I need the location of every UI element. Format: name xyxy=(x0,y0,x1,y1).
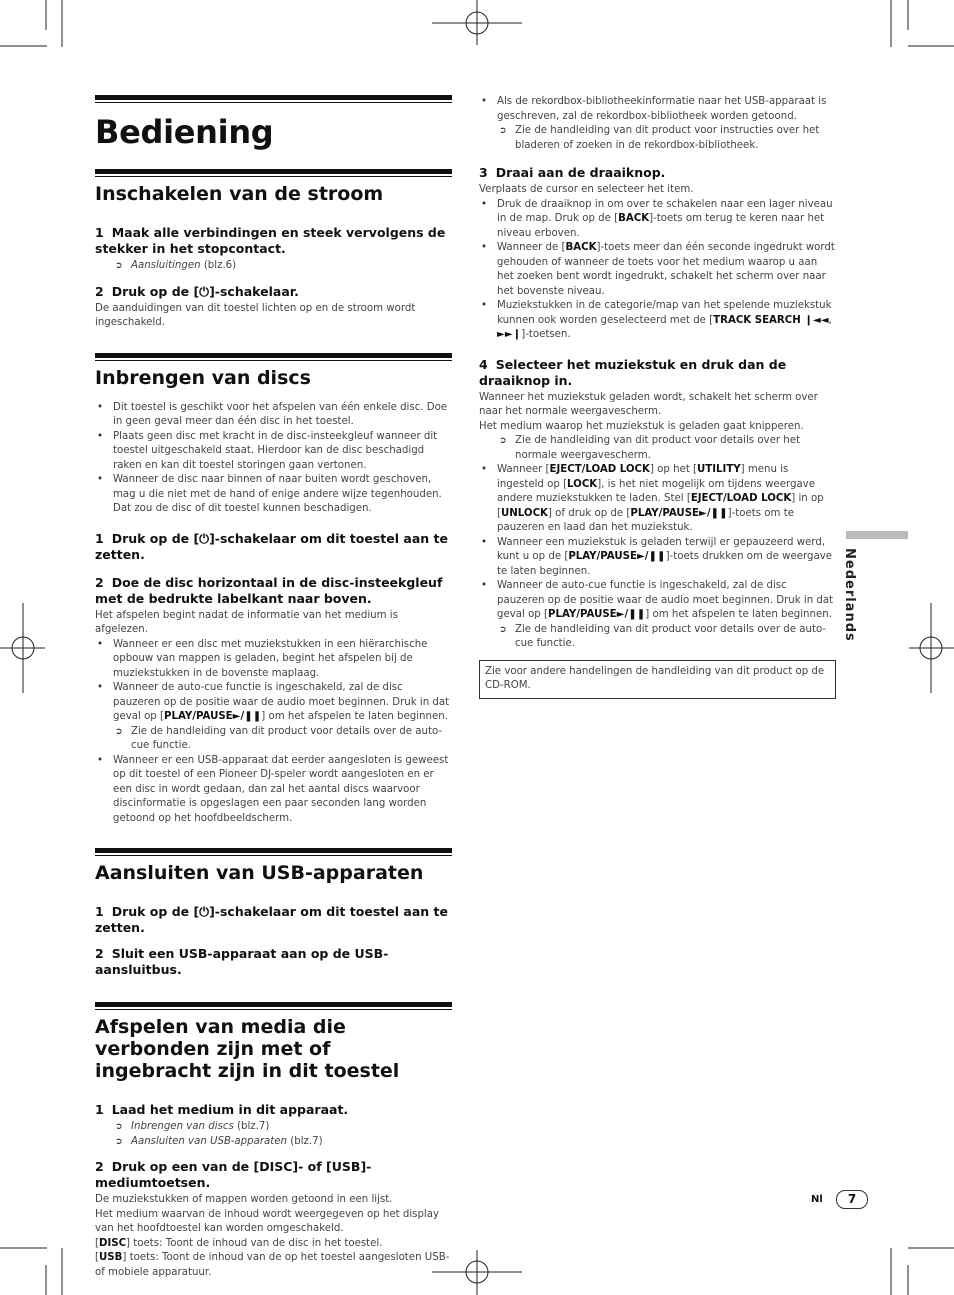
bullet-item: • Dit toestel is geschikt voor het afspelen van één enkele disc. Doe in geen geval meer dan één disc in het toestel. xyxy=(95,401,452,430)
step-description: Wanneer het muziekstuk geladen wordt, schakelt het scherm over naar het normale weergavescherm. xyxy=(479,391,818,417)
step: 2 Druk op de [⏻]-schakelaar. xyxy=(95,283,299,299)
section-rule xyxy=(95,169,452,177)
bullet-item: • Wanneer de auto-cue functie is ingeschakeld, zal de disc pauzeren op de positie waar de audio moet beginnen. Druk in dat geval op [PLAY/PAUSE►/❚❚] om het afspelen te laten beginnen. xyxy=(95,681,452,725)
section-heading-power: Inschakelen van de stroom xyxy=(95,183,384,205)
step: 1 Druk op de [⏻]-schakelaar om dit toestel aan te zetten. xyxy=(95,530,448,562)
reference-item: ➲ Zie de handleiding van dit product voor details over de auto-cue functie. xyxy=(479,623,836,652)
bullet-item: • Wanneer een muziekstuk is geladen terwijl er gepauzeerd werd, kunt u op de [PLAY/PAUSE►/❚❚]-toets drukken om de weergave te laten beginnen. xyxy=(479,536,836,580)
bullet-item: • Wanneer [EJECT/LOAD LOCK] op het [UTILITY] menu is ingesteld op [LOCK], is het niet mogelijk om tijdens weergave andere muziekstukken te laden. Stel [EJECT/LOAD LOCK] in op [UNLOCK] of druk op de [PLAY/PAUSE►/❚❚]-toets om te pauzeren en laad dan het muziekstuk. xyxy=(479,463,836,536)
bullet-item: • Wanneer de auto-cue functie is ingeschakeld, zal de disc pauzeren op de positie waar de audio moet beginnen. Druk in dat geval op [PLAY/PAUSE►/❚❚] om het afspelen te laten beginnen. xyxy=(479,579,836,623)
bullet-item: • Wanneer de [BACK]-toets meer dan één seconde ingedrukt wordt gehouden of wanneer de toets voor het medium waarop u aan het zoeken bent wordt ingedrukt, schakelt het scherm over naar het bovenste niveau. xyxy=(479,241,836,299)
left-column xyxy=(95,95,452,1280)
step: 1 Druk op de [⏻]-schakelaar om dit toestel aan te zetten. xyxy=(95,904,448,935)
title-rule xyxy=(95,95,452,103)
bullet-item: • Druk de draaiknop in om over te schakelen naar een lager niveau in de map. Druk op de [BACK]-toets om terug te keren naar het niveau erboven. xyxy=(479,198,836,242)
section-heading-usb: Aansluiten van USB-apparaten xyxy=(95,862,424,884)
section-rule xyxy=(95,1002,452,1010)
step: 2 Doe de disc horizontaal in de disc-insteekgleuf met de bedrukte labelkant naar boven. xyxy=(95,574,443,606)
step-description: De aanduidingen van dit toestel lichten op en de stroom wordt ingeschakeld. xyxy=(95,302,416,328)
paragraph: [USB] toets: Toont de inhoud van de op het toestel aangesloten USB- of mobiele apparatuur. xyxy=(95,1252,450,1278)
step: 2 Druk op een van de [DISC]- of [USB]-mediumtoetsen. xyxy=(95,1159,372,1190)
step: 3 Draai aan de draaiknop. xyxy=(479,165,666,180)
section-rule xyxy=(95,848,452,856)
step: 2 Sluit een USB-apparaat aan op de USB-aansluitbus. xyxy=(95,946,389,977)
paragraph: De muziekstukken of mappen worden getoond in een lijst. xyxy=(95,1194,393,1205)
language-side-label: Nederlands xyxy=(842,548,857,642)
page-title: Bediening xyxy=(95,113,274,151)
section-heading-discs: Inbrengen van discs xyxy=(95,366,311,389)
bullet-item: • Muziekstukken in de categorie/map van het spelende muziekstuk kunnen ook worden geselecteerd met de [TRACK SEARCH ❙◄◄, ►►❙]-toetsen. xyxy=(479,299,836,343)
step-description: Het medium waarop het muziekstuk is geladen gaat knipperen. xyxy=(479,420,804,432)
reference-item: ➲ Zie de handleiding van dit product voor details over het normale weergavescherm. xyxy=(479,434,836,463)
bullet-item: • Plaats geen disc met kracht in de disc-insteekgleuf wanneer dit toestel uitgeschakeld staat. Hierdoor kan de disc beschadigd raken en kan dit toestel storingen gaan vertonen. xyxy=(95,430,452,474)
reference-item: ➲ Zie de handleiding van dit product voor instructies over het bladeren of zoeken in de rekordbox-bibliotheek. xyxy=(479,124,836,153)
reference-item: ➲ Inbrengen van discs (blz.7) xyxy=(95,1120,452,1135)
note-box: Zie voor andere handelingen de handleiding van dit product op de CD-ROM. xyxy=(479,660,836,699)
bullet-item: • Als de rekordbox-bibliotheekinformatie naar het USB-apparaat is geschreven, zal de rekordbox-bibliotheek worden getoond. xyxy=(479,95,836,124)
step: 1 Maak alle verbindingen en steek vervolgens de stekker in het stopcontact. xyxy=(95,225,446,256)
bullet-item: • Wanneer de disc naar binnen of naar buiten wordt geschoven, mag u die niet met de hand of enige andere wijze tegenhouden. Dat zou de disc of dit toestel kunnen beschadigen. xyxy=(95,473,452,517)
reference-item: ➲ Aansluiten van USB-apparaten (blz.7) xyxy=(95,1135,452,1150)
paragraph: [DISC] toets: Toont de inhoud van de disc in het toestel. xyxy=(95,1237,383,1249)
right-column xyxy=(479,95,836,699)
step: 4 Selecteer het muziekstuk en druk dan de draaiknop in. xyxy=(479,356,787,388)
bullet-item: • Wanneer er een USB-apparaat dat eerder aangesloten is geweest op dit toestel of een Pioneer DJ-speler wordt aangesloten en er een disc in wordt gedaan, dan zal het aantal discs waarvoor discinformatie is opgeslagen een paar seconden lang worden getoond op het hoofdbeeldscherm. xyxy=(95,754,452,827)
reference-item: ➲ Aansluitingen (blz.6) xyxy=(95,259,452,274)
footer-language-code: Nl xyxy=(811,1194,823,1205)
paragraph: Het medium waarvan de inhoud wordt weergegeven op het display van het hoofdtoestel kan worden omgeschakeld. xyxy=(95,1208,440,1234)
section-heading-playback: Afspelen van media die verbonden zijn met of ingebracht zijn in dit toestel xyxy=(95,1016,400,1082)
bullet-item: • Wanneer er een disc met muziekstukken in een hiërarchische opbouw van mappen is geladen, begint het afspelen bij de muziekstukken in de bovenste maplaag. xyxy=(95,638,452,682)
step-description: Verplaats de cursor en selecteer het item. xyxy=(479,184,694,195)
step: 1 Laad het medium in dit apparaat. xyxy=(95,1102,349,1117)
language-tab-bar xyxy=(846,531,908,539)
reference-item: ➲ Zie de handleiding van dit product voor details over de auto-cue functie. xyxy=(95,725,452,754)
step-description: Het afspelen begint nadat de informatie van het medium is afgelezen. xyxy=(95,609,398,635)
section-rule xyxy=(95,353,452,361)
page-number: 7 xyxy=(836,1190,868,1209)
